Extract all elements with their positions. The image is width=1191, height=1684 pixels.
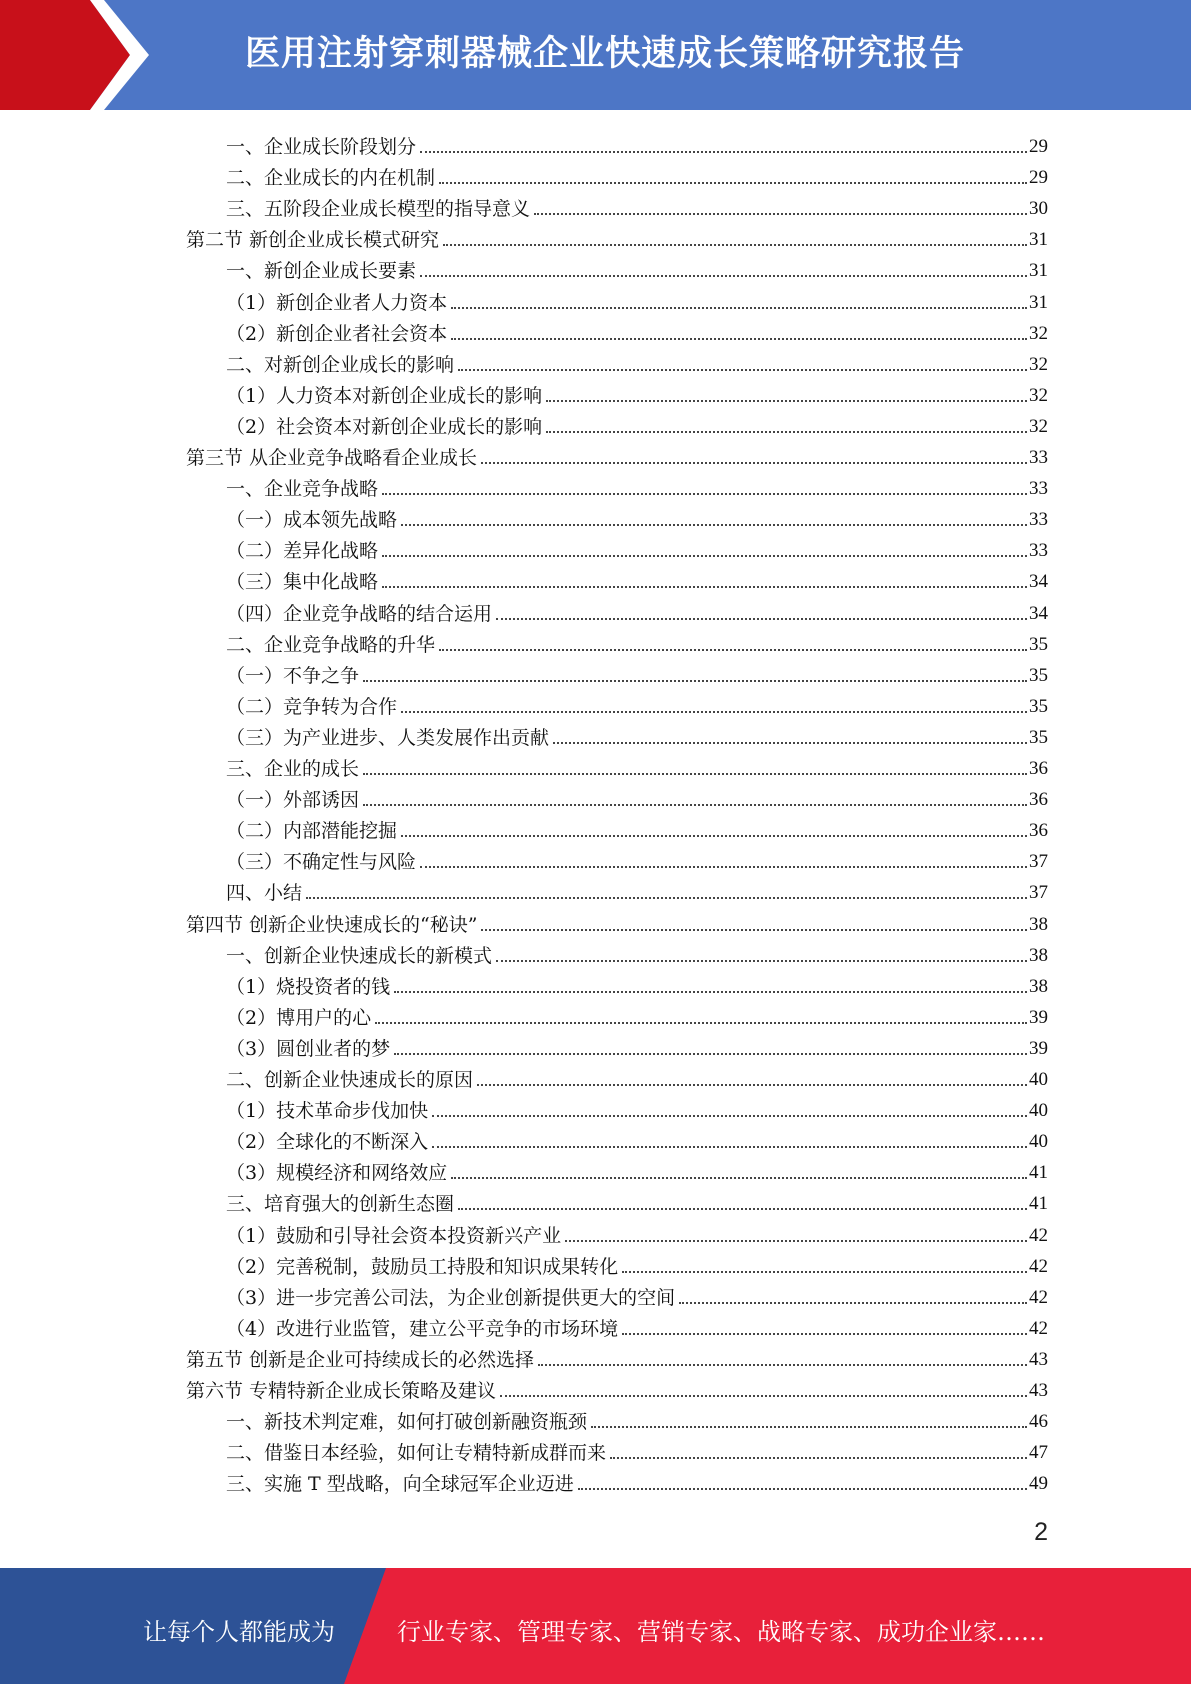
report-title: 医用注射穿刺器械企业快速成长策略研究报告 [245,34,966,74]
toc-entry-title: （2）新创企业者社会资本 [226,322,448,345]
toc-entry-title: （一）外部诱因 [226,789,360,812]
toc-entry[interactable] [186,1341,1048,1372]
toc-leader-dots [477,1084,1027,1086]
toc-entry-page: 40 [1029,1069,1048,1090]
toc-entry-title: （四）企业竞争战略的结合运用 [226,602,493,625]
toc-entry-page: 42 [1029,1255,1048,1277]
toc-entry-page: 47 [1029,1442,1048,1464]
toc-entry-page: 32 [1029,353,1048,375]
toc-entry-title: 第二节 新创企业成长模式研究 [186,229,440,252]
toc-entry-title: （2）完善税制，鼓励员工持股和知识成果转化 [226,1255,619,1278]
toc-entry[interactable] [226,1434,1048,1465]
toc-entry-page: 46 [1029,1411,1048,1433]
toc-entry-title: 三、企业的成长 [226,758,360,780]
toc-leader-dots [458,369,1027,371]
toc-entry-title: （2）博用户的心 [226,1006,372,1029]
toc-entry[interactable] [226,563,1048,594]
toc-entry-page: 30 [1029,198,1048,220]
toc-entry-page: 43 [1029,1348,1048,1370]
toc-leader-dots [382,493,1027,495]
toc-entry-page: 49 [1029,1473,1048,1495]
toc-entry-title: 二、企业成长的内在机制 [226,167,436,190]
toc-entry[interactable] [226,159,1048,190]
toc-entry-title: （二）差异化战略 [226,540,379,563]
page-footer [0,1568,1191,1684]
toc-entry[interactable] [226,1248,1048,1279]
toc-entry-page: 33 [1029,509,1048,531]
toc-entry-title: （3）圆创业者的梦 [226,1037,391,1060]
toc-entry[interactable] [226,937,1048,968]
toc-entry[interactable] [186,1372,1048,1403]
toc-entry-title: （1）烧投资者的钱 [226,975,391,998]
toc-entry[interactable] [226,688,1048,719]
toc-entry-title: 第五节 创新是企业可持续成长的必然选择 [186,1348,535,1371]
toc-entry-page: 31 [1029,260,1048,282]
toc-leader-dots [375,1022,1027,1024]
toc-leader-dots [451,1177,1027,1179]
toc-entry-page: 32 [1029,384,1048,406]
toc-leader-dots [565,1240,1027,1242]
toc-entry[interactable] [226,1030,1048,1061]
toc-entry[interactable] [226,843,1048,874]
toc-leader-dots [401,524,1027,526]
toc-entry-page: 33 [1029,447,1048,468]
toc-entry-page: 39 [1029,1037,1048,1059]
toc-entry-page: 41 [1029,1193,1048,1215]
toc-entry[interactable] [226,1403,1048,1434]
toc-entry-title: （1）新创企业者人力资本 [226,291,448,314]
toc-leader-dots [458,1208,1027,1210]
toc-entry-page: 39 [1029,1006,1048,1028]
toc-entry-title: （三）不确定性与风险 [226,851,417,874]
toc-leader-dots [439,182,1027,184]
toc-entry[interactable] [226,595,1048,626]
toc-entry-title: （二）内部潜能挖掘 [226,820,398,843]
toc-entry-title: （三）为产业进步、人类发展作出贡献 [226,726,550,749]
toc-entry[interactable] [226,719,1048,750]
toc-entry-page: 36 [1029,789,1048,811]
toc-entry[interactable] [226,346,1048,377]
toc-entry-title: （3）进一步完善公司法，为企业创新提供更大的空间 [226,1286,676,1309]
toc-entry-page: 42 [1029,1286,1048,1308]
toc-entry-page: 29 [1029,136,1048,157]
toc-entry-page: 35 [1029,633,1048,655]
toc-leader-dots [578,1488,1027,1490]
toc-entry-page: 36 [1029,758,1048,779]
toc-leader-dots [496,960,1027,962]
toc-entry-page: 33 [1029,478,1048,500]
toc-entry[interactable] [226,626,1048,657]
toc-entry-page: 42 [1029,1224,1048,1246]
toc-leader-dots [496,618,1027,620]
toc-entry-title: （2）全球化的不断深入 [226,1131,429,1154]
toc-entry-title: （1）人力资本对新创企业成长的影响 [226,384,543,407]
toc-leader-dots [439,649,1027,651]
toc-entry-page: 42 [1029,1317,1048,1339]
toc-entry-title: 一、创新企业快速成长的新模式 [226,944,493,967]
toc-leader-dots [394,1053,1027,1055]
toc-leader-dots [382,586,1027,588]
toc-entry-page: 38 [1029,944,1048,966]
toc-entry[interactable] [226,470,1048,501]
toc-leader-dots [546,400,1027,402]
toc-entry[interactable] [186,439,1048,470]
toc-entry-page: 37 [1029,851,1048,873]
toc-entry[interactable] [226,315,1048,346]
toc-entry[interactable] [226,284,1048,315]
toc-entry-page: 35 [1029,695,1048,717]
toc-entry-title: 三、五阶段企业成长模型的指导意义 [226,198,531,221]
toc-entry-page: 35 [1029,726,1048,748]
toc-entry-title: 一、企业竞争战略 [226,478,379,501]
toc-entry-page: 38 [1029,913,1048,935]
toc-entry[interactable] [226,1185,1048,1216]
toc-entry-title: 二、创新企业快速成长的原因 [226,1069,474,1091]
toc-entry[interactable] [226,128,1048,159]
toc-entry[interactable] [226,750,1048,781]
toc-entry[interactable] [186,906,1048,937]
toc-leader-dots [610,1457,1027,1459]
toc-entry[interactable] [186,221,1048,252]
toc-leader-dots [432,1146,1027,1148]
toc-entry[interactable] [226,532,1048,563]
toc-entry[interactable] [226,1217,1048,1248]
toc-entry-page: 37 [1029,882,1048,904]
toc-entry-page: 32 [1029,415,1048,437]
toc-entry[interactable] [226,1310,1048,1341]
toc-entry-page: 34 [1029,602,1048,624]
toc-leader-dots [382,555,1027,557]
toc-leader-dots [420,275,1027,277]
toc-entry-title: 三、培育强大的创新生态圈 [226,1193,455,1216]
toc-entry[interactable] [226,1154,1048,1185]
toc-entry-page: 35 [1029,664,1048,686]
toc-entry[interactable] [226,781,1048,812]
toc-entry[interactable] [226,1092,1048,1123]
toc-entry-page: 40 [1029,1100,1048,1122]
toc-entry-title: 一、企业成长阶段划分 [226,136,417,158]
toc-leader-dots [622,1333,1027,1335]
toc-entry-title: （2）社会资本对新创企业成长的影响 [226,415,543,438]
toc-leader-dots [432,1115,1027,1117]
toc-leader-dots [451,338,1027,340]
toc-leader-dots [394,991,1027,993]
toc-entry-title: （一）成本领先战略 [226,509,398,532]
page-header [0,0,1191,110]
toc-leader-dots [306,897,1027,899]
toc-leader-dots [546,431,1027,433]
toc-leader-dots [401,835,1027,837]
toc-entry[interactable] [226,657,1048,688]
toc-entry-page: 31 [1029,291,1048,313]
footer-slogan-left: 让每个人都能成为 [143,1618,335,1646]
toc-entry[interactable] [226,1123,1048,1154]
toc-entry[interactable] [226,190,1048,221]
toc-entry[interactable] [226,812,1048,843]
toc-leader-dots [538,1364,1027,1366]
toc-leader-dots [420,151,1027,153]
toc-entry[interactable] [226,501,1048,532]
toc-entry-title: （1）鼓励和引导社会资本投资新兴产业 [226,1224,562,1247]
toc-entry-title: （3）规模经济和网络效应 [226,1162,448,1185]
toc-entry-title: 二、企业竞争战略的升华 [226,633,436,656]
toc-entry[interactable] [226,999,1048,1030]
toc-entry-title: 三、实施 T 型战略，向全球冠军企业迈进 [226,1473,574,1496]
toc-entry[interactable] [226,1061,1048,1092]
toc-entry-page: 40 [1029,1131,1048,1153]
toc-leader-dots [481,462,1027,464]
toc-leader-dots [401,711,1027,713]
toc-entry[interactable] [226,377,1048,408]
toc-leader-dots [481,929,1027,931]
toc-entry-title: （二）竞争转为合作 [226,695,398,718]
toc-entry-title: 第四节 创新企业快速成长的“秘诀” [186,913,478,936]
toc-leader-dots [591,1426,1027,1428]
toc-leader-dots [679,1302,1027,1304]
footer-slogan-right: 行业专家、管理专家、营销专家、战略专家、成功企业家…… [397,1618,1045,1646]
toc-entry-page: 43 [1029,1380,1048,1401]
toc-entry-title: 二、借鉴日本经验，如何让专精特新成群而来 [226,1442,607,1465]
toc-entry-title: （三）集中化战略 [226,571,379,594]
toc-leader-dots [443,244,1027,246]
toc-leader-dots [420,866,1027,868]
toc-entry-page: 34 [1029,571,1048,593]
toc-leader-dots [363,773,1027,775]
toc-leader-dots [363,680,1027,682]
toc-leader-dots [622,1271,1027,1273]
toc-entry[interactable] [226,252,1048,283]
toc-leader-dots [363,804,1027,806]
toc-entry[interactable] [226,408,1048,439]
toc-entry-title: （一）不争之争 [226,664,360,687]
toc-entry[interactable] [226,874,1048,905]
toc-entry-title: 第六节 专精特新企业成长策略及建议 [186,1380,497,1402]
page-number: 2 [1034,1518,1048,1546]
toc-leader-dots [451,307,1027,309]
toc-entry-title: 二、对新创企业成长的影响 [226,353,455,376]
toc-entry-page: 32 [1029,322,1048,344]
toc-entry-title: （1）技术革命步伐加快 [226,1100,429,1123]
toc-leader-dots [500,1395,1027,1397]
toc-entry[interactable] [226,968,1048,999]
toc-entry-title: 四、小结 [226,882,303,905]
toc-entry-title: 第三节 从企业竞争战略看企业成长 [186,447,478,469]
toc-entry-page: 36 [1029,820,1048,842]
toc-entry-title: 一、新技术判定难，如何打破创新融资瓶颈 [226,1411,588,1434]
toc-entry[interactable] [226,1279,1048,1310]
toc-entry-title: （4）改进行业监管，建立公平竞争的市场环境 [226,1317,619,1340]
toc-entry[interactable] [226,1465,1048,1496]
toc-entry-page: 29 [1029,167,1048,189]
toc-entry-page: 33 [1029,540,1048,562]
toc-entry-page: 41 [1029,1162,1048,1184]
toc-leader-dots [553,742,1027,744]
toc-entry-page: 38 [1029,975,1048,997]
toc-leader-dots [534,213,1027,215]
toc-entry-page: 31 [1029,229,1048,251]
toc-entry-title: 一、新创企业成长要素 [226,260,417,283]
